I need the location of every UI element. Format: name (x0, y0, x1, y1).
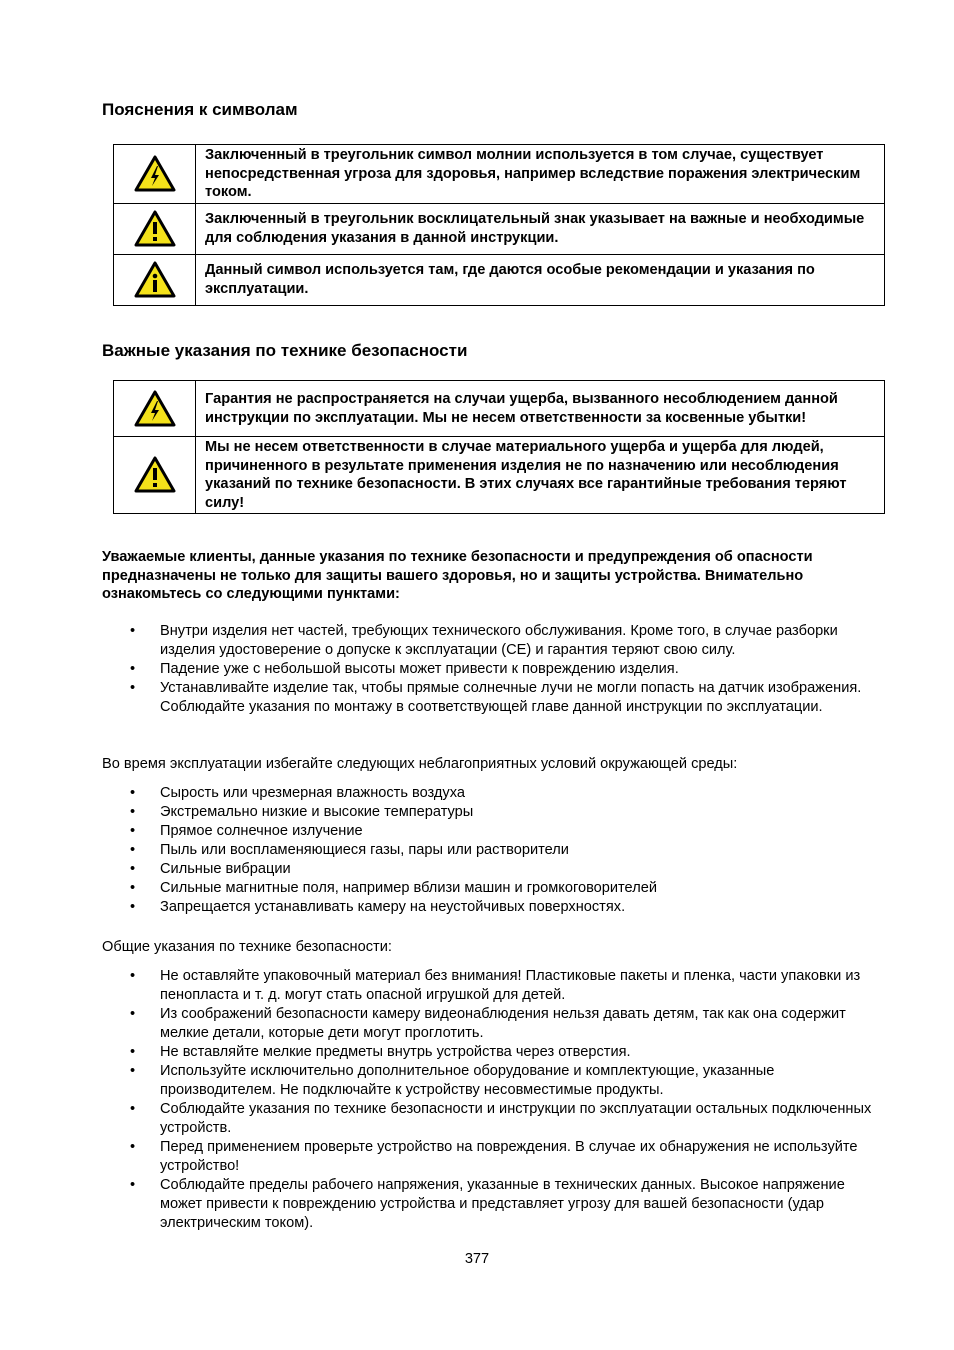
list-item-text: Запрещается устанавливать камеру на неустойчивых поверхностях. (160, 899, 626, 915)
list-item-text: Перед применением проверьте устройство на повреждения. В случае их обнаружения не используйте устройство! (160, 1139, 858, 1174)
safety-description: Гарантия не распространяется на случаи ущерба, вызванного несоблюдением данной инструкции по эксплуатации. Мы не несем ответственности за косвенные убытки! (196, 381, 885, 437)
symbols-table (113, 144, 885, 306)
safety-description: Мы не несем ответственности в случае материального ущерба и ущерба для людей, причиненного в результате применения изделия не по назначению или несоблюдения указаний по технике безопасности. В этих случаях все гарантийные требования теряют силу! (196, 437, 885, 514)
bullet-icon: • (130, 623, 136, 639)
icon-cell (114, 254, 196, 305)
general-heading: Общие указания по технике безопасности: (102, 939, 392, 955)
table-row (114, 254, 885, 305)
list-item (102, 1062, 882, 1100)
bullet-icon: • (130, 968, 136, 984)
list-item (102, 803, 882, 822)
bullet-icon: • (130, 785, 136, 801)
section-title-safety: Важные указания по технике безопасности (102, 341, 468, 360)
list-item-text: Устанавливайте изделие так, чтобы прямые солнечные лучи не могли попасть на датчик изображения. Соблюдайте указания по монтажу в соответствующей главе данной инструкции по эксплуатации. (160, 680, 862, 715)
table-row (114, 203, 885, 254)
section-title-symbols: Пояснения к символам (102, 100, 298, 119)
list-item (102, 784, 882, 803)
info-warning-icon (134, 261, 176, 299)
lightning-warning-icon (134, 390, 176, 428)
exclamation-warning-icon (134, 210, 176, 248)
exclamation-warning-icon (134, 456, 176, 494)
list-item-text: Используйте исключительно дополнительное оборудование и комплектующие, указанные производителем. Не подключайте к устройству несовместимые продукты. (160, 1063, 775, 1098)
safety-table (113, 380, 885, 514)
bullet-icon: • (130, 661, 136, 677)
list-item (102, 860, 882, 879)
bullet-icon: • (130, 842, 136, 858)
bullet-icon: • (130, 1063, 136, 1079)
list-item-text: Внутри изделия нет частей, требующих технического обслуживания. Кроме того, в случае разборки изделия удостоверение о допуске к эксплуатации (CE) и гарантия теряют свою силу. (160, 623, 838, 658)
table-row (114, 381, 885, 437)
bullet-icon: • (130, 1139, 136, 1155)
list-item-text: Экстремально низкие и высокие температуры (160, 804, 474, 820)
list-item-text: Пыль или воспламеняющиеся газы, пары или растворители (160, 842, 569, 858)
icon-cell (114, 145, 196, 204)
bullet-list-1 (102, 622, 882, 717)
bullet-icon: • (130, 899, 136, 915)
bullet-icon: • (130, 880, 136, 896)
list-item (102, 1005, 882, 1043)
symbol-description: Данный символ используется там, где даются особые рекомендации и указания по эксплуатации. (196, 254, 885, 305)
list-item (102, 967, 882, 1005)
list-item (102, 622, 882, 660)
bullet-icon: • (130, 861, 136, 877)
table-row (114, 437, 885, 514)
bullet-icon: • (130, 804, 136, 820)
bullet-icon: • (130, 1177, 136, 1193)
bullet-list-3 (102, 967, 882, 1233)
bullet-icon: • (130, 823, 136, 839)
list-item (102, 1043, 882, 1062)
list-item (102, 1100, 882, 1138)
page-number: 377 (464, 1251, 490, 1267)
bullet-icon: • (130, 680, 136, 696)
list-item-text: Сильные магнитные поля, например вблизи машин и громкоговорителей (160, 880, 657, 896)
list-item-text: Из соображений безопасности камеру видеонаблюдения нельзя давать детям, так как она содержит мелкие детали, которые дети могут проглотить. (160, 1006, 846, 1041)
bullet-icon: • (130, 1044, 136, 1060)
list-item (102, 660, 882, 679)
list-item-text: Не вставляйте мелкие предметы внутрь устройства через отверстия. (160, 1044, 631, 1060)
list-item-text: Соблюдайте пределы рабочего напряжения, указанные в технических данных. Высокое напряжение может привести к повреждению устройства и представляет угрозу для вашей безопасности (удар электрическим током). (160, 1177, 845, 1231)
list-item (102, 1176, 882, 1233)
list-item (102, 679, 882, 717)
list-item (102, 879, 882, 898)
list-item-text: Соблюдайте указания по технике безопасности и инструкции по эксплуатации остальных подключенных устройств. (160, 1101, 872, 1136)
environment-heading: Во время эксплуатации избегайте следующих неблагоприятных условий окружающей среды: (102, 756, 738, 772)
list-item (102, 1138, 882, 1176)
table-row (114, 145, 885, 204)
symbol-description: Заключенный в треугольник восклицательный знак указывает на важные и необходимые для соблюдения указания в данной инструкции. (196, 203, 885, 254)
list-item-text: Падение уже с небольшой высоты может привести к повреждению изделия. (160, 661, 679, 677)
list-item (102, 898, 882, 917)
list-item-text: Прямое солнечное излучение (160, 823, 363, 839)
list-item (102, 841, 882, 860)
icon-cell (114, 203, 196, 254)
list-item-text: Сильные вибрации (160, 861, 291, 877)
icon-cell (114, 437, 196, 514)
symbol-description: Заключенный в треугольник символ молнии используется в том случае, существует непосредственная угроза для здоровья, например вследствие поражения электрическим током. (196, 145, 885, 204)
lightning-warning-icon (134, 155, 176, 193)
bullet-list-2 (102, 784, 882, 917)
list-item-text: Не оставляйте упаковочный материал без внимания! Пластиковые пакеты и пленка, части упаковки из пенопласта и т. д. могут стать опасной игрушкой для детей. (160, 968, 861, 1003)
bullet-icon: • (130, 1101, 136, 1117)
intro-paragraph: Уважаемые клиенты, данные указания по технике безопасности и предупреждения об опасности предназначены не только для защиты вашего здоровья, но и защиты устройства. Внимательно ознакомьтесь со следующими пунктами: (102, 549, 813, 602)
icon-cell (114, 381, 196, 437)
bullet-icon: • (130, 1006, 136, 1022)
list-item-text: Сырость или чрезмерная влажность воздуха (160, 785, 465, 801)
list-item (102, 822, 882, 841)
